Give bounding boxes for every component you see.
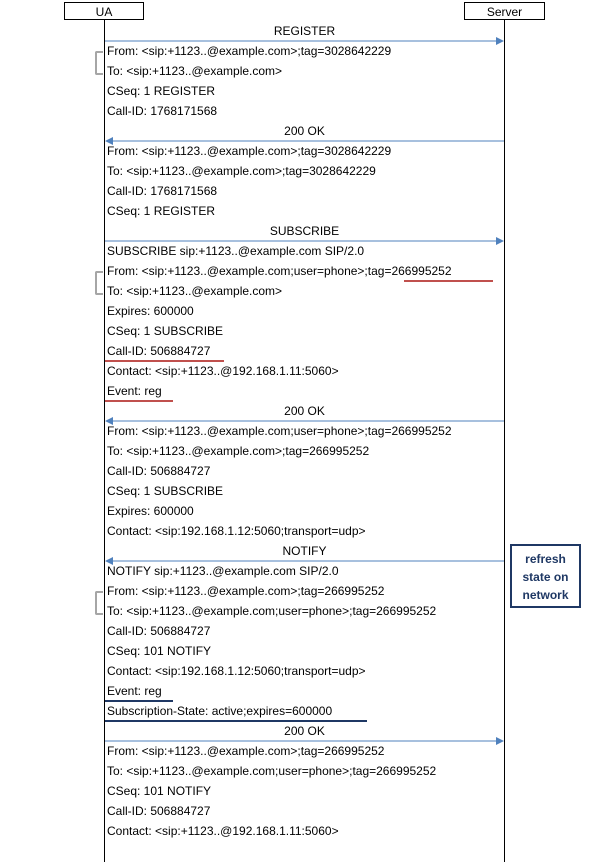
header-line: Contact: <sip:+1123..@192.168.1.11:5060> [107, 364, 339, 378]
header-line: Event: reg [107, 384, 162, 398]
server-lifeline [504, 20, 505, 862]
underline-tag [404, 280, 493, 282]
message-label: 200 OK [284, 724, 325, 738]
note-line: state on [522, 570, 569, 584]
header-line: Call-ID: 506884727 [107, 344, 211, 358]
header-line: To: <sip:+1123..@example.com> [107, 64, 283, 78]
message-label: REGISTER [273, 24, 336, 38]
header-line: Contact: <sip:192.168.1.12:5060;transport=udp> [107, 664, 366, 678]
header-line: To: <sip:+1123..@example.com> [107, 284, 283, 298]
header-line: To: <sip:+1123..@example.com>;tag=266995252 [107, 444, 370, 458]
message-label: SUBSCRIBE [269, 224, 340, 238]
header-line: Contact: <sip:192.168.1.12:5060;transport=udp> [107, 524, 366, 538]
header-line: SUBSCRIBE sip:+1123..@example.com SIP/2.0 [107, 244, 365, 258]
bracket-notify [95, 591, 103, 615]
header-line: Call-ID: 506884727 [107, 624, 211, 638]
header-line: CSeq: 1 REGISTER [107, 204, 216, 218]
header-line: From: <sip:+1123..@example.com;user=phone>;tag=266995252 [107, 264, 452, 278]
header-line: From: <sip:+1123..@example.com>;tag=266995252 [107, 744, 385, 758]
header-line: From: <sip:+1123..@example.com>;tag=266995252 [107, 584, 385, 598]
header-line: From: <sip:+1123..@example.com>;tag=3028642229 [107, 144, 392, 158]
message-label: 200 OK [284, 404, 325, 418]
message-label: 200 OK [284, 124, 325, 138]
arrow-head [496, 237, 504, 245]
refresh-note [510, 544, 581, 608]
bracket-register [95, 51, 103, 75]
header-line: CSeq: 101 NOTIFY [107, 644, 212, 658]
arrow-head [496, 37, 504, 45]
header-line: Subscription-State: active;expires=600000 [107, 704, 333, 718]
header-line: CSeq: 1 SUBSCRIBE [107, 324, 224, 338]
note-line: refresh [525, 552, 566, 566]
underline-subscription-state [105, 720, 367, 722]
header-line: CSeq: 1 REGISTER [107, 84, 216, 98]
actor-server: Server [464, 2, 545, 20]
header-line: To: <sip:+1123..@example.com;user=phone>;tag=266995252 [107, 604, 437, 618]
actor-ua: UA [64, 2, 144, 20]
header-line: CSeq: 101 NOTIFY [107, 784, 212, 798]
header-line: Call-ID: 506884727 [107, 464, 211, 478]
header-line: Call-ID: 1768171568 [107, 104, 218, 118]
arrow-head [496, 737, 504, 745]
header-line: Event: reg [107, 684, 162, 698]
header-line: CSeq: 1 SUBSCRIBE [107, 484, 224, 498]
underline-event-subscribe [105, 400, 173, 402]
header-line: Call-ID: 1768171568 [107, 184, 218, 198]
message-label: NOTIFY [282, 544, 327, 558]
header-line: NOTIFY sip:+1123..@example.com SIP/2.0 [107, 564, 339, 578]
underline-call-id [105, 360, 224, 362]
underline-event-notify [105, 700, 173, 702]
header-line: From: <sip:+1123..@example.com>;tag=3028642229 [107, 44, 392, 58]
header-line: Contact: <sip:+1123..@192.168.1.11:5060> [107, 824, 339, 838]
note-line: network [522, 588, 569, 602]
header-line: Call-ID: 506884727 [107, 804, 211, 818]
header-line: Expires: 600000 [107, 304, 194, 318]
header-line: Expires: 600000 [107, 504, 194, 518]
header-line: To: <sip:+1123..@example.com;user=phone>;tag=266995252 [107, 764, 437, 778]
bracket-subscribe [95, 271, 103, 295]
header-line: From: <sip:+1123..@example.com;user=phone>;tag=266995252 [107, 424, 452, 438]
header-line: To: <sip:+1123..@example.com>;tag=3028642229 [107, 164, 376, 178]
